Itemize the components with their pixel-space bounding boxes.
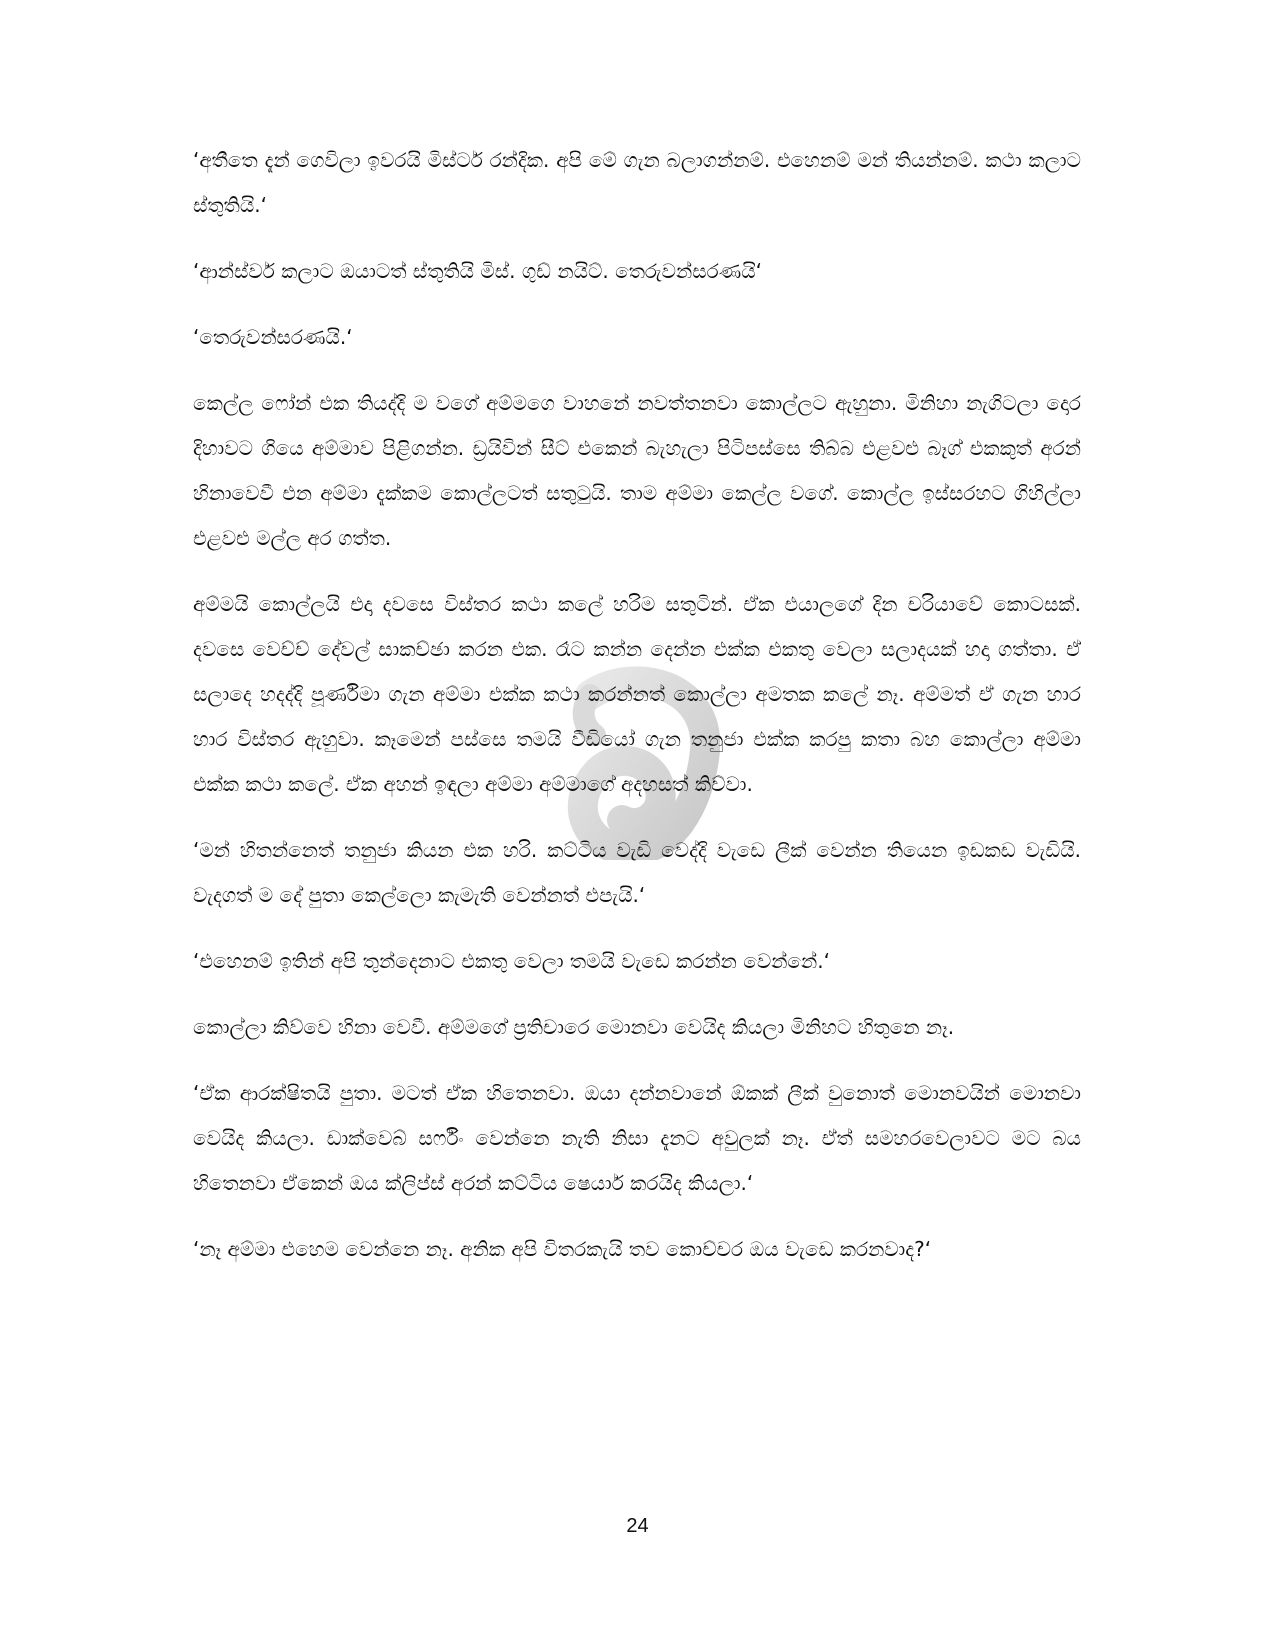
paragraph: ‘ඒක ආරක්ෂිතයි පුතා. මටත් ඒක හිතෙනවා. ඔයා දන්නවානේ ඕකක් ලීක් වුනොත් මොනවයින් මොනවා වෙයිද කියලා. ඩාක්වෙබ් සර්ෆිං වෙන්නෙ නැති නිසා දැනට අවුලක් නෑ. ඒත් සමහරවෙලාවට මට බය හිතෙනවා ඒකෙන් ඔය ක්ලිප්ස් අරන් කට්ටිය ෂෙයාර් කරයිද කියලා.‘: [193, 1081, 1081, 1195]
body-text: [193, 138, 1081, 1293]
paragraph: ‘නෑ අම්මා එහෙම වෙන්නෙ නෑ. අනික අපි විතරකැයි තව කොච්චර ඔය වැඩෙ කරනවාද?‘: [193, 1237, 932, 1261]
paragraph: කොල්ලා කිව්වෙ හිනා වෙවී. අම්මගේ ප්‍රතිචාරෙ මොනවා වෙයිද කියලා මිනිහට හිතුනෙ නෑ.: [193, 1015, 955, 1039]
paragraph: කෙල්ල ෆෝන් එක තියද්දි ම වගේ අම්මගෙ වාහනේ නවත්තනවා කොල්ලට ඇහුනා. මිනිහා නැගිටලා දොර දිහාවට ගියෙ අම්මාව පිළිගන්න. ඩ්‍රයිවින් සීට් එකෙන් බැහැලා පිටිපස්සෙ තිබ්බ එළවළු බෑග් එකකුත් අරන් හිනාවෙවී එන අම්මා දැක්කම කොල්ලටත් සතුටුයි. තාම අම්මා කෙල්ල වගේ. කොල්ල ඉස්සරහට ගිහිල්ලා එළවළු මල්ල අර ගත්ත.: [193, 391, 1081, 550]
paragraph: ‘එහෙනම් ඉතින් අපි තුන්දෙනාට එකතු වෙලා තමයි වැඩෙ කරන්න වෙන්නේ.‘: [193, 949, 831, 973]
page-number: 24: [626, 1515, 649, 1537]
paragraph: ‘මන් හිතන්නෙත් තනුජා කියන එක හරි. කට්ටිය වැඩි වෙද්දි වැඩෙ ලීක් වෙන්න තියෙන ඉඩකඩ වැඩියි. වැදගත් ම දේ පුතා කෙල්ලො කැමැති වෙන්නත් එපැයි.‘: [193, 838, 1081, 907]
paragraph: අම්මයි කොල්ලයි එදා දවසෙ විස්තර කථා කලේ හරිම සතුටින්. ඒක එයාලගේ දින චරියාවේ කොටසක්. දවසෙ වෙච්ච් දේවල් සාකච්ඡා කරන එක. රෑට කන්න දෙන්න එක්ක එකතු වෙලා සලාදයක් හදා ගත්තා. ඒ සලාදෙ හදද්දි පූර්ණිමා ගැන අම්මා එක්ක කථා කරන්නත් කොල්ලා අමතක කලේ නෑ. අම්මත් ඒ ගැන හාර හාර විස්තර ඇහුවා. කෑමෙන් පස්සෙ තමයි වීඩියෝ ගැන තනුජා එක්ක කරපු කතා බහ කොල්ලා අම්මා එක්ක කථා කලේ. ඒක අහන් ඉඳලා අම්මා අම්මාගේ අදහසත් කිව්වා.: [193, 592, 1081, 796]
paragraph: ‘තෙරුවන්සරණයි.‘: [193, 325, 353, 349]
paragraph: ‘ආන්ස්වර් කලාට ඔයාටත් ස්තුතියි මිස්. ගුඩ් නයිට්. තෙරුවන්සරණයි‘: [193, 259, 762, 283]
paragraph: ‘අතීතෙ දැන් ගෙවිලා ඉවරයි මිස්ටර් රන්දික. අපි මේ ගැන බලාගන්නම්. එහෙනම් මන් තියන්නම්. කථා කලාට ස්තුතියි.‘: [193, 148, 1081, 217]
